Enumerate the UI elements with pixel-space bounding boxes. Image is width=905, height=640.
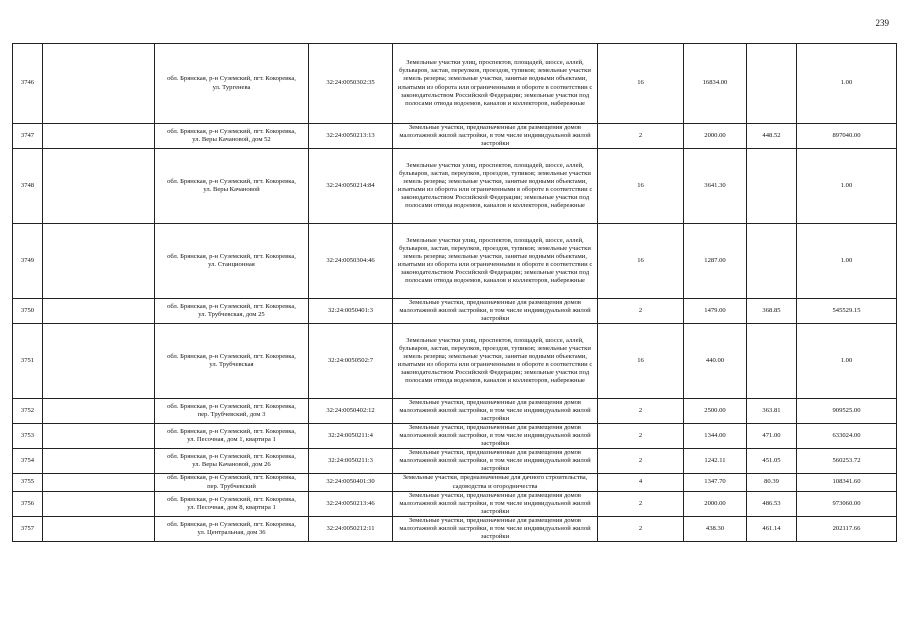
use-code-cell: 16 — [598, 324, 684, 399]
land-use-cell: Земельные участки, предназначенные для размещения домов малоэтажной жилой застройки, в том числе индивидуальной жилой застройки — [393, 299, 598, 324]
address-line-1: обл. Брянская, р-н Суземский, пгт. Кокоревка, — [167, 453, 296, 461]
land-use-cell: Земельные участки улиц, проспектов, площадей, шоссе, аллей, бульваров, застав, переулков, проездов, тупиков; земельные участки земель резерва; земельные участки, занятые водными объектами, изъятыми из оборота или ограниченными в обороте в соответствии с законодательством Российской Федерации; земельные участки под полосами отвода водоемов, каналов и коллекторов, набережные — [393, 149, 598, 224]
table-row — [13, 124, 897, 149]
use-code-cell: 2 — [598, 424, 684, 449]
use-code-cell: 2 — [598, 516, 684, 541]
blank-cell — [43, 324, 155, 399]
table-row — [13, 44, 897, 124]
address-line-2: ул. Веры Качановой, дом 52 — [192, 136, 271, 144]
area-cell: 1287.00 — [684, 224, 747, 299]
rate-cell: 471.00 — [747, 424, 797, 449]
row-number-cell: 3756 — [13, 491, 43, 516]
rate-cell: 80.39 — [747, 474, 797, 491]
address-line-1: обл. Брянская, р-н Суземский, пгт. Кокоревка, — [167, 75, 296, 83]
address-cell — [155, 224, 309, 299]
address-line-2: ул. Веры Качановой — [203, 186, 260, 194]
area-cell: 1347.70 — [684, 474, 747, 491]
cadastral-number-cell: 32:24:0050211:3 — [309, 449, 393, 474]
address-line-1: обл. Брянская, р-н Суземский, пгт. Кокоревка, — [167, 403, 296, 411]
land-use-cell: Земельные участки, предназначенные для размещения домов малоэтажной жилой застройки, в том числе индивидуальной жилой застройки — [393, 424, 598, 449]
use-code-cell: 2 — [598, 124, 684, 149]
address-line-1: обл. Брянская, р-н Суземский, пгт. Кокоревка, — [167, 253, 296, 261]
address-line-2: пер. Трубчевский, дом 3 — [197, 411, 266, 419]
blank-cell — [43, 474, 155, 491]
cadastral-value-cell: 1.00 — [797, 324, 897, 399]
table-row — [13, 324, 897, 399]
row-number-cell: 3747 — [13, 124, 43, 149]
area-cell: 1344.00 — [684, 424, 747, 449]
address-cell — [155, 449, 309, 474]
address-cell — [155, 399, 309, 424]
table-row — [13, 224, 897, 299]
address-cell — [155, 516, 309, 541]
land-use-cell: Земельные участки, предназначенные для размещения домов малоэтажной жилой застройки, в том числе индивидуальной жилой застройки — [393, 124, 598, 149]
use-code-cell: 16 — [598, 224, 684, 299]
blank-cell — [43, 224, 155, 299]
area-cell: 438.30 — [684, 516, 747, 541]
address-cell — [155, 299, 309, 324]
table-body — [13, 44, 897, 542]
address-cell — [155, 149, 309, 224]
area-cell: 1479.00 — [684, 299, 747, 324]
cadastral-number-cell: 32:24:0050211:4 — [309, 424, 393, 449]
address-line-2: ул. Песочная, дом 1, квартира 1 — [187, 436, 276, 444]
cadastral-value-cell: 633024.00 — [797, 424, 897, 449]
blank-cell — [43, 491, 155, 516]
land-use-cell: Земельные участки, предназначенные для размещения домов малоэтажной жилой застройки, в том числе индивидуальной жилой застройки — [393, 449, 598, 474]
table-row — [13, 474, 897, 491]
address-line-2: ул. Веры Качановой, дом 26 — [192, 461, 271, 469]
use-code-cell: 2 — [598, 399, 684, 424]
table-row — [13, 149, 897, 224]
cadastral-number-cell: 32:24:0050401:30 — [309, 474, 393, 491]
blank-cell — [43, 516, 155, 541]
cadastral-value-cell: 202117.66 — [797, 516, 897, 541]
address-line-1: обл. Брянская, р-н Суземский, пгт. Кокоревка, — [167, 428, 296, 436]
address-line-1: обл. Брянская, р-н Суземский, пгт. Кокоревка, — [167, 353, 296, 361]
cadastral-value-cell: 545529.15 — [797, 299, 897, 324]
blank-cell — [43, 449, 155, 474]
address-line-1: обл. Брянская, р-н Суземский, пгт. Кокоревка, — [167, 128, 296, 136]
cadastral-number-cell: 32:24:0050402:12 — [309, 399, 393, 424]
area-cell: 440.00 — [684, 324, 747, 399]
cadastral-number-cell: 32:24:0050212:11 — [309, 516, 393, 541]
blank-cell — [43, 124, 155, 149]
land-use-cell: Земельные участки улиц, проспектов, площадей, шоссе, аллей, бульваров, застав, переулков, проездов, тупиков; земельные участки земель резерва; земельные участки, занятые водными объектами, изъятыми из оборота или ограниченными в обороте в соответствии с законодательством Российской Федерации; земельные участки под полосами отвода водоемов, каналов и коллекторов, набережные — [393, 44, 598, 124]
land-use-cell: Земельные участки, предназначенные для размещения домов малоэтажной жилой застройки, в том числе индивидуальной жилой застройки — [393, 399, 598, 424]
cadastral-number-cell: 32:24:0050214:84 — [309, 149, 393, 224]
table-row — [13, 399, 897, 424]
blank-cell — [43, 399, 155, 424]
rate-cell: 363.81 — [747, 399, 797, 424]
address-line-1: обл. Брянская, р-н Суземский, пгт. Кокоревка, — [167, 178, 296, 186]
use-code-cell: 4 — [598, 474, 684, 491]
land-use-cell: Земельные участки, предназначенные для размещения домов малоэтажной жилой застройки, в том числе индивидуальной жилой застройки — [393, 516, 598, 541]
rate-cell — [747, 149, 797, 224]
cadastral-number-cell: 32:24:0050213:46 — [309, 491, 393, 516]
address-line-2: ул. Тургенева — [212, 83, 251, 91]
area-cell: 2000.00 — [684, 491, 747, 516]
address-cell — [155, 124, 309, 149]
area-cell: 2000.00 — [684, 124, 747, 149]
address-cell — [155, 424, 309, 449]
blank-cell — [43, 299, 155, 324]
address-line-2: ул. Песочная, дом 8, квартира 1 — [187, 503, 276, 511]
land-cadastral-table — [12, 43, 897, 542]
land-use-cell: Земельные участки улиц, проспектов, площадей, шоссе, аллей, бульваров, застав, переулков, проездов, тупиков; земельные участки земель резерва; земельные участки, занятые водными объектами, изъятыми из оборота или ограниченными в обороте в соответствии с законодательством Российской Федерации; земельные участки под полосами отвода водоемов, каналов и коллекторов, набережные — [393, 324, 598, 399]
blank-cell — [43, 149, 155, 224]
row-number-cell: 3748 — [13, 149, 43, 224]
use-code-cell: 16 — [598, 44, 684, 124]
address-cell — [155, 474, 309, 491]
blank-cell — [43, 424, 155, 449]
table-row — [13, 491, 897, 516]
row-number-cell: 3751 — [13, 324, 43, 399]
row-number-cell: 3753 — [13, 424, 43, 449]
address-cell — [155, 44, 309, 124]
cadastral-value-cell: 108341.60 — [797, 474, 897, 491]
table-row — [13, 424, 897, 449]
address-line-2: ул. Станционная — [208, 261, 255, 269]
use-code-cell: 2 — [598, 491, 684, 516]
cadastral-value-cell: 560253.72 — [797, 449, 897, 474]
area-cell: 16834.00 — [684, 44, 747, 124]
row-number-cell: 3746 — [13, 44, 43, 124]
address-line-1: обл. Брянская, р-н Суземский, пгт. Кокоревка, — [167, 520, 296, 528]
rate-cell — [747, 324, 797, 399]
table-row — [13, 299, 897, 324]
address-line-2: ул. Трубчевская, дом 25 — [198, 311, 265, 319]
page-number: 239 — [875, 18, 889, 28]
row-number-cell: 3754 — [13, 449, 43, 474]
row-number-cell: 3757 — [13, 516, 43, 541]
address-line-1: обл. Брянская, р-н Суземский, пгт. Кокоревка, — [167, 303, 296, 311]
area-cell: 2500.00 — [684, 399, 747, 424]
cadastral-number-cell: 32:24:0050304:46 — [309, 224, 393, 299]
rate-cell: 451.05 — [747, 449, 797, 474]
area-cell: 1242.11 — [684, 449, 747, 474]
address-line-2: пер. Трубчевский — [207, 482, 256, 490]
row-number-cell: 3752 — [13, 399, 43, 424]
land-use-cell: Земельные участки улиц, проспектов, площадей, шоссе, аллей, бульваров, застав, переулков, проездов, тупиков; земельные участки земель резерва; земельные участки, занятые водными объектами, изъятыми из оборота или ограниченными в обороте в соответствии с законодательством Российской Федерации; земельные участки под полосами отвода водоемов, каналов и коллекторов, набережные — [393, 224, 598, 299]
cadastral-value-cell: 1.00 — [797, 149, 897, 224]
cadastral-number-cell: 32:24:0050401:3 — [309, 299, 393, 324]
address-line-2: ул. Центральная, дом 36 — [197, 528, 266, 536]
cadastral-number-cell: 32:24:0050302:35 — [309, 44, 393, 124]
rate-cell: 368.85 — [747, 299, 797, 324]
use-code-cell: 2 — [598, 449, 684, 474]
cadastral-value-cell: 897040.00 — [797, 124, 897, 149]
address-line-1: обл. Брянская, р-н Суземский, пгт. Кокоревка, — [167, 474, 296, 482]
rate-cell: 486.53 — [747, 491, 797, 516]
cadastral-number-cell: 32:24:0050213:13 — [309, 124, 393, 149]
address-cell — [155, 491, 309, 516]
cadastral-value-cell: 973060.00 — [797, 491, 897, 516]
rate-cell — [747, 224, 797, 299]
cadastral-value-cell: 1.00 — [797, 224, 897, 299]
blank-cell — [43, 44, 155, 124]
use-code-cell: 2 — [598, 299, 684, 324]
row-number-cell: 3749 — [13, 224, 43, 299]
table-row — [13, 516, 897, 541]
rate-cell: 461.14 — [747, 516, 797, 541]
cadastral-value-cell: 1.00 — [797, 44, 897, 124]
land-use-cell: Земельные участки, предназначенные для размещения домов малоэтажной жилой застройки, в том числе индивидуальной жилой застройки — [393, 491, 598, 516]
address-line-1: обл. Брянская, р-н Суземский, пгт. Кокоревка, — [167, 495, 296, 503]
address-line-2: ул. Трубчевская — [209, 361, 254, 369]
use-code-cell: 16 — [598, 149, 684, 224]
row-number-cell: 3755 — [13, 474, 43, 491]
cadastral-number-cell: 32:24:0050502:7 — [309, 324, 393, 399]
area-cell: 3641.30 — [684, 149, 747, 224]
land-use-cell: Земельные участки, предназначенные для дачного строительства, садоводства и огородничества — [393, 474, 598, 491]
table-row — [13, 449, 897, 474]
row-number-cell: 3750 — [13, 299, 43, 324]
cadastral-value-cell: 909525.00 — [797, 399, 897, 424]
rate-cell: 448.52 — [747, 124, 797, 149]
address-cell — [155, 324, 309, 399]
rate-cell — [747, 44, 797, 124]
